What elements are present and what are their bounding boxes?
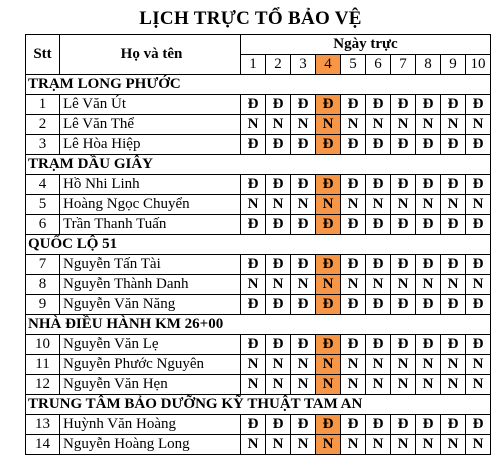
day-header-10: 10 (466, 55, 491, 75)
duty-mark-cell: N (466, 115, 491, 135)
duty-mark-cell: Đ (441, 335, 466, 355)
duty-mark-cell: Đ (241, 335, 266, 355)
duty-mark-cell: Đ (266, 135, 291, 155)
duty-mark-cell: Đ (316, 415, 341, 435)
duty-mark-cell: N (366, 115, 391, 135)
duty-mark-cell: N (391, 115, 416, 135)
duty-mark-cell: Đ (266, 175, 291, 195)
duty-mark-cell: N (266, 355, 291, 375)
section-title: QUỐC LỘ 51 (26, 235, 491, 255)
stt-cell: 12 (26, 375, 60, 395)
duty-mark-cell: N (466, 275, 491, 295)
duty-mark-cell: Đ (416, 335, 441, 355)
duty-mark-cell: N (341, 355, 366, 375)
day-header-7: 7 (391, 55, 416, 75)
duty-mark-cell: Đ (241, 415, 266, 435)
days-header: Ngày trực (241, 35, 491, 55)
table-row (26, 175, 491, 195)
table-row (26, 435, 491, 455)
name-cell: Trần Thanh Tuấn (60, 215, 241, 235)
duty-mark-cell: Đ (291, 255, 316, 275)
duty-mark-cell: N (316, 115, 341, 135)
duty-mark-cell: Đ (441, 415, 466, 435)
table-row (26, 375, 491, 395)
duty-mark-cell: N (441, 355, 466, 375)
duty-mark-cell: Đ (441, 255, 466, 275)
duty-mark-cell: N (391, 195, 416, 215)
duty-mark-cell: Đ (466, 415, 491, 435)
duty-mark-cell: Đ (466, 175, 491, 195)
duty-mark-cell: Đ (266, 335, 291, 355)
duty-mark-cell: Đ (341, 95, 366, 115)
duty-mark-cell: Đ (466, 255, 491, 275)
table-row (26, 275, 491, 295)
duty-mark-cell: Đ (341, 175, 366, 195)
duty-mark-cell: N (416, 195, 441, 215)
stt-cell: 9 (26, 295, 60, 315)
table-row (26, 195, 491, 215)
duty-schedule-table (25, 34, 491, 455)
duty-mark-cell: Đ (416, 135, 441, 155)
stt-cell: 2 (26, 115, 60, 135)
duty-mark-cell: N (266, 435, 291, 455)
duty-mark-cell: Đ (316, 175, 341, 195)
duty-mark-cell: Đ (391, 135, 416, 155)
duty-mark-cell: Đ (416, 415, 441, 435)
name-cell: Nguyễn Hoàng Long (60, 435, 241, 455)
day-header-2: 2 (266, 55, 291, 75)
duty-mark-cell: Đ (466, 135, 491, 155)
duty-mark-cell: N (341, 275, 366, 295)
duty-mark-cell: Đ (341, 215, 366, 235)
duty-mark-cell: Đ (341, 255, 366, 275)
table-row (26, 355, 491, 375)
duty-mark-cell: Đ (466, 95, 491, 115)
table-row (26, 255, 491, 275)
duty-mark-cell: Đ (366, 255, 391, 275)
duty-mark-cell: N (466, 375, 491, 395)
duty-mark-cell: N (291, 375, 316, 395)
duty-mark-cell: N (366, 435, 391, 455)
stt-cell: 11 (26, 355, 60, 375)
stt-cell: 5 (26, 195, 60, 215)
day-header-4: 4 (316, 55, 341, 75)
duty-mark-cell: Đ (291, 135, 316, 155)
duty-mark-cell: N (241, 115, 266, 135)
day-header-6: 6 (366, 55, 391, 75)
table-header (26, 35, 491, 75)
duty-mark-cell: Đ (341, 295, 366, 315)
name-cell: Lê Hòa Hiệp (60, 135, 241, 155)
duty-mark-cell: Đ (366, 215, 391, 235)
duty-mark-cell: Đ (291, 95, 316, 115)
name-cell: Nguyễn Phước Nguyên (60, 355, 241, 375)
day-header-3: 3 (291, 55, 316, 75)
duty-mark-cell: Đ (391, 175, 416, 195)
duty-mark-cell: Đ (316, 95, 341, 115)
duty-mark-cell: N (316, 375, 341, 395)
duty-mark-cell: N (391, 435, 416, 455)
duty-mark-cell: Đ (316, 295, 341, 315)
duty-mark-cell: N (241, 355, 266, 375)
duty-mark-cell: N (266, 275, 291, 295)
day-header-1: 1 (241, 55, 266, 75)
table-row (26, 335, 491, 355)
table-row (26, 215, 491, 235)
name-cell: Nguyễn Văn Hẹn (60, 375, 241, 395)
page-title: LỊCH TRỰC TỔ BẢO VỆ (139, 8, 362, 29)
duty-mark-cell: Đ (266, 295, 291, 315)
duty-mark-cell: Đ (391, 255, 416, 275)
duty-mark-cell: Đ (416, 175, 441, 195)
day-header-9: 9 (441, 55, 466, 75)
duty-mark-cell: N (466, 355, 491, 375)
duty-mark-cell: Đ (241, 175, 266, 195)
duty-mark-cell: N (266, 375, 291, 395)
duty-mark-cell: Đ (316, 255, 341, 275)
name-header: Họ và tên (60, 35, 241, 75)
duty-mark-cell: N (441, 115, 466, 135)
duty-mark-cell: Đ (241, 295, 266, 315)
section-title: TRẠM DẦU GIÂY (26, 155, 491, 175)
duty-mark-cell: N (366, 355, 391, 375)
section-title: TRẠM LONG PHƯỚC (26, 75, 491, 95)
duty-mark-cell: Đ (341, 335, 366, 355)
stt-cell: 7 (26, 255, 60, 275)
duty-mark-cell: Đ (291, 335, 316, 355)
section-row (26, 75, 491, 95)
duty-mark-cell: Đ (366, 135, 391, 155)
name-cell: Hồ Nhi Linh (60, 175, 241, 195)
name-cell: Nguyễn Thành Danh (60, 275, 241, 295)
duty-mark-cell: Đ (441, 95, 466, 115)
duty-mark-cell: N (316, 275, 341, 295)
duty-mark-cell: Đ (341, 415, 366, 435)
duty-mark-cell: Đ (241, 255, 266, 275)
table-row (26, 135, 491, 155)
duty-mark-cell: N (391, 355, 416, 375)
duty-mark-cell: Đ (241, 95, 266, 115)
duty-mark-cell: Đ (441, 175, 466, 195)
duty-mark-cell: Đ (316, 335, 341, 355)
stt-cell: 3 (26, 135, 60, 155)
stt-cell: 6 (26, 215, 60, 235)
duty-mark-cell: Đ (266, 95, 291, 115)
duty-mark-cell: Đ (416, 295, 441, 315)
stt-cell: 14 (26, 435, 60, 455)
duty-mark-cell: N (316, 195, 341, 215)
duty-mark-cell: Đ (366, 415, 391, 435)
section-row (26, 395, 491, 415)
duty-mark-cell: Đ (316, 135, 341, 155)
table-row (26, 115, 491, 135)
table-row (26, 95, 491, 115)
duty-mark-cell: N (341, 115, 366, 135)
duty-mark-cell: N (416, 355, 441, 375)
duty-mark-cell: N (316, 355, 341, 375)
duty-mark-cell: Đ (441, 295, 466, 315)
duty-mark-cell: Đ (416, 215, 441, 235)
duty-mark-cell: Đ (266, 415, 291, 435)
duty-mark-cell: Đ (291, 215, 316, 235)
duty-mark-cell: N (291, 275, 316, 295)
table-row (26, 295, 491, 315)
duty-mark-cell: Đ (416, 255, 441, 275)
stt-cell: 10 (26, 335, 60, 355)
duty-mark-cell: N (316, 435, 341, 455)
duty-mark-cell: Đ (366, 295, 391, 315)
section-title: NHÀ ĐIỀU HÀNH KM 26+00 (26, 315, 491, 335)
duty-mark-cell: N (466, 195, 491, 215)
duty-mark-cell: N (441, 375, 466, 395)
duty-mark-cell: N (441, 435, 466, 455)
duty-mark-cell: N (366, 195, 391, 215)
duty-mark-cell: N (266, 195, 291, 215)
section-row (26, 315, 491, 335)
day-header-5: 5 (341, 55, 366, 75)
duty-mark-cell: Đ (466, 295, 491, 315)
duty-mark-cell: Đ (391, 95, 416, 115)
duty-mark-cell: Đ (241, 215, 266, 235)
name-cell: Hoàng Ngọc Chuyển (60, 195, 241, 215)
duty-mark-cell: N (241, 435, 266, 455)
duty-mark-cell: Đ (266, 215, 291, 235)
duty-mark-cell: Đ (366, 335, 391, 355)
duty-mark-cell: Đ (466, 335, 491, 355)
duty-mark-cell: N (416, 115, 441, 135)
name-cell: Nguyễn Văn Năng (60, 295, 241, 315)
duty-mark-cell: Đ (391, 215, 416, 235)
stt-cell: 4 (26, 175, 60, 195)
duty-mark-cell: N (291, 115, 316, 135)
duty-mark-cell: Đ (316, 215, 341, 235)
duty-mark-cell: Đ (291, 175, 316, 195)
duty-mark-cell: N (341, 375, 366, 395)
table-row (26, 415, 491, 435)
duty-mark-cell: N (241, 275, 266, 295)
duty-mark-cell: N (441, 195, 466, 215)
duty-mark-cell: N (266, 115, 291, 135)
duty-mark-cell: Đ (441, 135, 466, 155)
duty-mark-cell: N (291, 195, 316, 215)
duty-mark-cell: N (241, 375, 266, 395)
duty-mark-cell: N (241, 195, 266, 215)
duty-mark-cell: N (341, 435, 366, 455)
duty-mark-cell: Đ (241, 135, 266, 155)
name-cell: Lê Văn Thể (60, 115, 241, 135)
stt-header: Stt (26, 35, 60, 75)
section-row (26, 235, 491, 255)
duty-mark-cell: N (466, 435, 491, 455)
duty-mark-cell: N (441, 275, 466, 295)
duty-mark-cell: Đ (391, 415, 416, 435)
name-cell: Lê Văn Út (60, 95, 241, 115)
stt-cell: 8 (26, 275, 60, 295)
name-cell: Huỳnh Văn Hoàng (60, 415, 241, 435)
stt-cell: 13 (26, 415, 60, 435)
duty-mark-cell: Đ (266, 255, 291, 275)
duty-mark-cell: N (291, 355, 316, 375)
duty-mark-cell: Đ (291, 295, 316, 315)
duty-mark-cell: Đ (466, 215, 491, 235)
duty-mark-cell: N (416, 275, 441, 295)
day-header-8: 8 (416, 55, 441, 75)
duty-mark-cell: N (291, 435, 316, 455)
duty-mark-cell: N (341, 195, 366, 215)
name-cell: Nguyễn Văn Lẹ (60, 335, 241, 355)
duty-mark-cell: Đ (366, 95, 391, 115)
duty-mark-cell: Đ (291, 415, 316, 435)
section-title: TRUNG TÂM BẢO DƯỠNG KỸ THUẬT TAM AN (26, 395, 491, 415)
duty-mark-cell: Đ (391, 295, 416, 315)
duty-mark-cell: Đ (391, 335, 416, 355)
duty-mark-cell: Đ (441, 215, 466, 235)
duty-mark-cell: N (366, 275, 391, 295)
name-cell: Nguyễn Tấn Tài (60, 255, 241, 275)
table-body (26, 75, 491, 455)
duty-mark-cell: Đ (341, 135, 366, 155)
duty-mark-cell: Đ (366, 175, 391, 195)
stt-cell: 1 (26, 95, 60, 115)
section-row (26, 155, 491, 175)
duty-mark-cell: N (391, 275, 416, 295)
duty-mark-cell: N (416, 375, 441, 395)
duty-mark-cell: N (391, 375, 416, 395)
duty-mark-cell: Đ (416, 95, 441, 115)
duty-mark-cell: N (366, 375, 391, 395)
duty-mark-cell: N (416, 435, 441, 455)
